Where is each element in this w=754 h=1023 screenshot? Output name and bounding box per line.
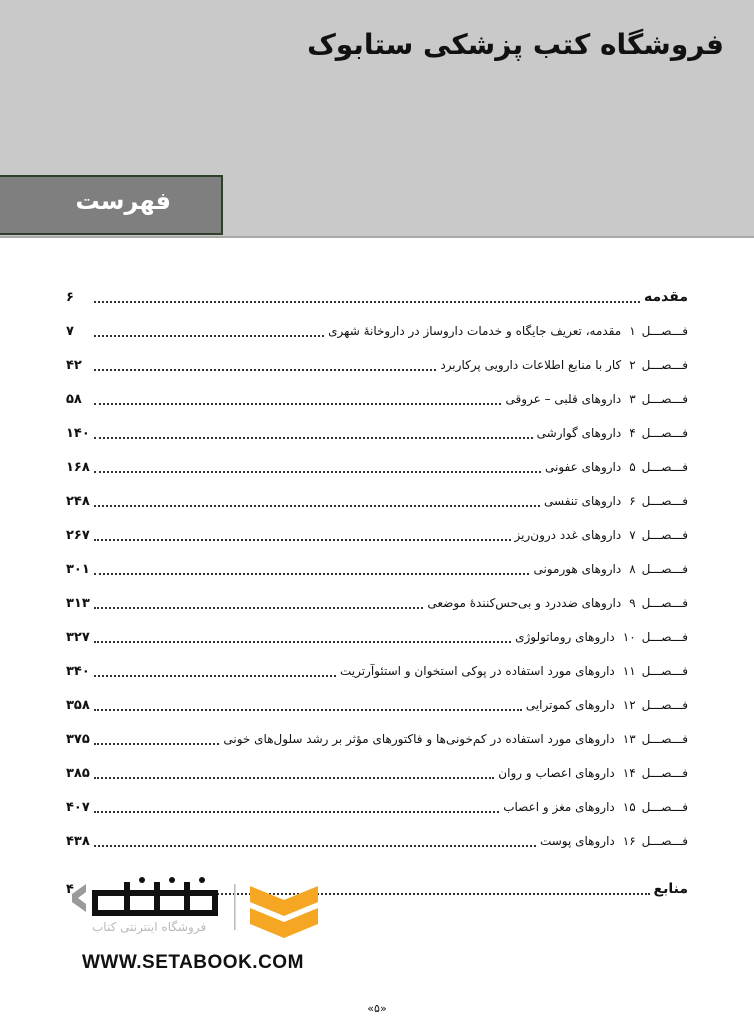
leader-dots bbox=[94, 369, 436, 371]
chapter-number: ۵ bbox=[629, 460, 636, 474]
toc-sources-title: منابع bbox=[653, 881, 688, 897]
chapter-title: داروهای مورد استفاده در کم‌خونی‌ها و فاکتورهای مؤثر بر رشد سلول‌های خونی bbox=[223, 732, 615, 746]
toc-chapter-label bbox=[515, 630, 688, 644]
chapter-number: ۶ bbox=[629, 494, 636, 508]
chapter-title: داروهای قلبی – عروقی bbox=[505, 392, 622, 406]
chapter-word: فـــصـــل bbox=[641, 732, 688, 746]
chapter-title: داروهای مغز و اعصاب bbox=[503, 800, 615, 814]
toc-chapter-label bbox=[505, 392, 688, 406]
toc-chapter-row[interactable] bbox=[66, 388, 688, 410]
toc-chapter-row[interactable] bbox=[66, 320, 688, 342]
chapter-number: ۱۶ bbox=[622, 834, 636, 848]
chapter-number: ۳ bbox=[629, 392, 636, 406]
chapter-number: ۱۴ bbox=[622, 766, 636, 780]
logo-wordmark bbox=[72, 877, 218, 916]
chapter-number: ۴ bbox=[629, 426, 636, 440]
leader-dots bbox=[94, 845, 536, 847]
toc-chapter-label bbox=[545, 460, 688, 474]
header-divider bbox=[0, 236, 754, 238]
toc-intro-title: مقدمه bbox=[644, 289, 688, 305]
store-title: فروشگاه کتب پزشکی ستابوک bbox=[307, 28, 724, 61]
setabook-logo-mark bbox=[62, 876, 332, 956]
toc-chapter-label bbox=[503, 800, 688, 814]
chapter-word: فـــصـــل bbox=[641, 324, 688, 338]
leader-dots bbox=[94, 505, 540, 507]
toc-chapter-row[interactable] bbox=[66, 456, 688, 478]
toc-chapter-label bbox=[340, 664, 688, 678]
toc-chapter-label bbox=[498, 766, 688, 780]
chapter-word: فـــصـــل bbox=[641, 494, 688, 508]
chapter-page: ۵۸ bbox=[66, 391, 82, 407]
leader-dots bbox=[94, 403, 501, 405]
chapter-word: فـــصـــل bbox=[641, 460, 688, 474]
toc-chapter-label bbox=[544, 494, 688, 508]
chapter-title: داروهای عفونی bbox=[544, 460, 622, 474]
toc-sources-page: ۴ bbox=[66, 881, 74, 897]
toc-chapter-row[interactable] bbox=[66, 558, 688, 580]
toc-chapter-row[interactable] bbox=[66, 422, 688, 444]
leader-dots bbox=[94, 607, 423, 609]
toc-chapter-row[interactable] bbox=[66, 796, 688, 818]
toc-intro-page: ۶ bbox=[66, 289, 74, 305]
chapter-number: ۸ bbox=[629, 562, 636, 576]
chapter-title: داروهای غدد درون‌ریز bbox=[514, 528, 622, 542]
chapter-title: داروهای تنفسی bbox=[544, 494, 622, 508]
chapter-title: مقدمه، تعریف جایگاه و خدمات داروساز در داروخانهٔ شهری bbox=[328, 324, 622, 338]
chapter-title: داروهای هورمونی bbox=[533, 562, 622, 576]
chapter-number: ۱۱ bbox=[622, 664, 636, 678]
toc-chapter-label bbox=[526, 698, 688, 712]
toc-chapter-row[interactable] bbox=[66, 694, 688, 716]
chapter-page: ۴۲ bbox=[66, 357, 82, 373]
chapter-word: فـــصـــل bbox=[641, 698, 688, 712]
chapter-page: ۳۵۸ bbox=[66, 697, 90, 713]
chapter-page: ۲۴۸ bbox=[66, 493, 90, 509]
leader-dots bbox=[94, 539, 511, 541]
chapter-word: فـــصـــل bbox=[641, 392, 688, 406]
leader-dots bbox=[94, 335, 324, 337]
logo-subtitle: فروشگاه اینترنتی کتاب bbox=[92, 920, 207, 934]
chapter-page: ۳۱۳ bbox=[66, 595, 90, 611]
chapter-title: داروهای روماتولوژی bbox=[515, 630, 615, 644]
toc-chapter-row[interactable] bbox=[66, 354, 688, 376]
chapter-number: ۱ bbox=[629, 324, 636, 338]
toc-chapter-row[interactable] bbox=[66, 830, 688, 852]
page-number: «۵» bbox=[367, 1002, 387, 1015]
chapter-page: ۴۳۸ bbox=[66, 833, 90, 849]
leader-dots bbox=[94, 437, 533, 439]
chapter-number: ۲ bbox=[629, 358, 636, 372]
chapter-word: فـــصـــل bbox=[641, 766, 688, 780]
logo-url[interactable]: WWW.SETABOOK.COM bbox=[82, 952, 304, 973]
chapter-number: ۹ bbox=[629, 596, 636, 610]
chapter-title: داروهای کموترایی bbox=[525, 698, 615, 712]
chapter-page: ۱۶۸ bbox=[66, 459, 90, 475]
leader-dots bbox=[94, 573, 529, 575]
leader-dots bbox=[94, 709, 522, 711]
chapter-title: کار با منابع اطلاعات دارویی پرکاربرد bbox=[440, 358, 622, 372]
leader-dots bbox=[94, 301, 640, 303]
chapter-word: فـــصـــل bbox=[641, 800, 688, 814]
chapter-title: داروهای مورد استفاده در پوکی استخوان و استئوآرتریت bbox=[339, 664, 615, 678]
leader-dots bbox=[94, 777, 494, 779]
toc-chapter-label bbox=[540, 834, 688, 848]
chapter-number: ۱۳ bbox=[622, 732, 636, 746]
toc-chapter-label bbox=[537, 426, 688, 440]
chapter-word: فـــصـــل bbox=[641, 426, 688, 440]
chapter-number: ۱۰ bbox=[622, 630, 636, 644]
toc-chapter-row[interactable] bbox=[66, 762, 688, 784]
leader-dots bbox=[94, 641, 511, 643]
chapter-title: داروهای اعصاب و روان bbox=[498, 766, 615, 780]
toc-chapter-row[interactable] bbox=[66, 728, 688, 750]
toc-intro-row[interactable] bbox=[66, 286, 688, 308]
toc-label-box bbox=[0, 175, 223, 235]
toc-chapter-row[interactable] bbox=[66, 524, 688, 546]
chapter-word: فـــصـــل bbox=[641, 834, 688, 848]
leader-dots bbox=[94, 811, 499, 813]
chapter-title: داروهای ضددرد و بی‌حس‌کنندهٔ موضعی bbox=[427, 596, 622, 610]
chapter-page: ۳۷۵ bbox=[66, 731, 90, 747]
chapter-word: فـــصـــل bbox=[641, 562, 688, 576]
chapter-page: ۷ bbox=[66, 323, 74, 339]
chapter-page: ۳۴۰ bbox=[66, 663, 90, 679]
toc-chapter-label bbox=[533, 562, 688, 576]
chapter-number: ۱۲ bbox=[622, 698, 636, 712]
toc-chapter-label bbox=[440, 358, 688, 372]
toc-chapter-row[interactable] bbox=[66, 626, 688, 648]
chapter-page: ۳۸۵ bbox=[66, 765, 90, 781]
leader-dots bbox=[94, 675, 336, 677]
logo-book-icon bbox=[250, 886, 318, 938]
toc-chapter-row[interactable] bbox=[66, 592, 688, 614]
chapter-word: فـــصـــل bbox=[641, 596, 688, 610]
chapter-page: ۴۰۷ bbox=[66, 799, 90, 815]
toc-chapter-label bbox=[223, 732, 688, 746]
chapter-word: فـــصـــل bbox=[641, 664, 688, 678]
chapter-page: ۱۴۰ bbox=[66, 425, 90, 441]
chapter-word: فـــصـــل bbox=[641, 630, 688, 644]
chapter-title: داروهای گوارشی bbox=[536, 426, 622, 440]
chapter-word: فـــصـــل bbox=[641, 528, 688, 542]
chapter-number: ۷ bbox=[629, 528, 636, 542]
chapter-page: ۲۶۷ bbox=[66, 527, 90, 543]
toc-chapter-row[interactable] bbox=[66, 490, 688, 512]
chapter-word: فـــصـــل bbox=[641, 358, 688, 372]
toc-chapter-label bbox=[427, 596, 688, 610]
leader-dots bbox=[94, 743, 219, 745]
toc-chapter-row[interactable] bbox=[66, 660, 688, 682]
chapter-title: داروهای پوست bbox=[539, 834, 615, 848]
chapter-page: ۳۰۱ bbox=[66, 561, 90, 577]
chapter-page: ۳۲۷ bbox=[66, 629, 90, 645]
chapter-number: ۱۵ bbox=[622, 800, 636, 814]
toc-label: فهرست bbox=[75, 187, 171, 215]
toc-chapter-label bbox=[328, 324, 688, 338]
leader-dots bbox=[94, 471, 541, 473]
toc-chapter-label bbox=[515, 528, 688, 542]
